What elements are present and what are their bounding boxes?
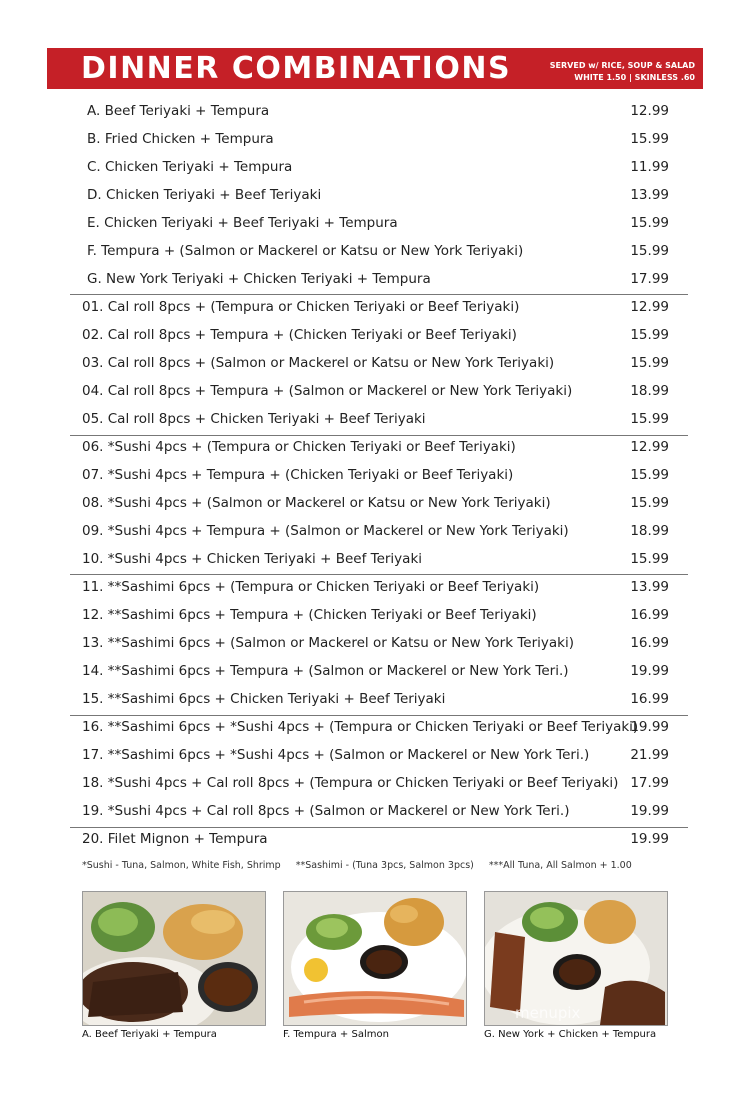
menu-item: [75, 154, 693, 182]
menu-item: [75, 126, 693, 154]
item-price: 15.99: [630, 243, 669, 259]
item-name: F. Tempura + (Salmon or Mackerel or Katsu or New York Teriyaki): [87, 243, 524, 259]
item-name: 18. *Sushi 4pcs + Cal roll 8pcs + (Tempura or Chicken Teriyaki or Beef Teriyaki): [82, 775, 619, 791]
item-name: A. Beef Teriyaki + Tempura: [87, 103, 270, 119]
item-name: 06. *Sushi 4pcs + (Tempura or Chicken Teriyaki or Beef Teriyaki): [82, 439, 516, 455]
item-name: 05. Cal roll 8pcs + Chicken Teriyaki + Beef Teriyaki: [82, 411, 426, 427]
menu-item: [75, 98, 693, 126]
menu-item: [70, 826, 688, 854]
item-price: 19.99: [630, 663, 669, 679]
item-price: 16.99: [630, 607, 669, 623]
item-price: 17.99: [630, 775, 669, 791]
watermark-text: menupix: [515, 1004, 581, 1022]
item-name: 10. *Sushi 4pcs + Chicken Teriyaki + Beef Teriyaki: [82, 551, 423, 567]
menu-item: [70, 686, 688, 714]
item-name: 09. *Sushi 4pcs + Tempura + (Salmon or Mackerel or New York Teriyaki): [82, 523, 569, 539]
item-name: 01. Cal roll 8pcs + (Tempura or Chicken Teriyaki or Beef Teriyaki): [82, 299, 520, 315]
item-name: C. Chicken Teriyaki + Tempura: [87, 159, 293, 175]
menu-item: [70, 742, 688, 770]
item-price: 19.99: [630, 831, 669, 847]
item-price: 12.99: [630, 103, 669, 119]
item-price: 15.99: [630, 327, 669, 343]
menu-item: [70, 602, 688, 630]
menu-item: [70, 770, 688, 798]
item-name: 04. Cal roll 8pcs + Tempura + (Salmon or Mackerel or New York Teriyaki): [82, 383, 573, 399]
menu-item: [70, 630, 688, 658]
served-line-1: SERVED w/ RICE, SOUP & SALAD: [549, 61, 695, 70]
photo-caption: A. Beef Teriyaki + Tempura: [82, 1029, 217, 1040]
item-name: G. New York Teriyaki + Chicken Teriyaki + Tempura: [87, 271, 431, 287]
item-price: 15.99: [630, 215, 669, 231]
page-title: DINNER COMBINATIONS: [81, 51, 512, 86]
item-price: 18.99: [630, 383, 669, 399]
photo-caption: F. Tempura + Salmon: [283, 1029, 389, 1040]
menu-item: [70, 490, 688, 518]
item-price: 15.99: [630, 467, 669, 483]
food-photo-illustration: [284, 892, 466, 1025]
menu-item: [70, 378, 688, 406]
menu-item: [70, 350, 688, 378]
menu-item: [70, 546, 688, 574]
photo-beef-teriyaki: [82, 891, 266, 1026]
menu-item: [75, 238, 693, 266]
item-price: 15.99: [630, 131, 669, 147]
item-price: 13.99: [630, 187, 669, 203]
item-price: 17.99: [630, 271, 669, 287]
item-price: 13.99: [630, 579, 669, 595]
menu-item: [70, 294, 688, 322]
photo-tempura-salmon: [283, 891, 467, 1026]
item-price: 21.99: [630, 747, 669, 763]
item-name: 02. Cal roll 8pcs + Tempura + (Chicken Teriyaki or Beef Teriyaki): [82, 327, 517, 343]
menu-header: [47, 48, 703, 89]
photo-caption: G. New York + Chicken + Tempura: [484, 1029, 657, 1040]
item-name: 20. Filet Mignon + Tempura: [82, 831, 268, 847]
item-price: 11.99: [630, 159, 669, 175]
menu-item: [70, 658, 688, 686]
item-price: 16.99: [630, 691, 669, 707]
item-name: 11. **Sashimi 6pcs + (Tempura or Chicken Teriyaki or Beef Teriyaki): [82, 579, 540, 595]
menu-item: [70, 406, 688, 434]
item-name: B. Fried Chicken + Tempura: [87, 131, 274, 147]
footnotes: [82, 860, 644, 871]
item-name: E. Chicken Teriyaki + Beef Teriyaki + Tempura: [87, 215, 398, 231]
item-price: 15.99: [630, 551, 669, 567]
menu-item: [75, 266, 693, 294]
served-line-2: WHITE 1.50 | SKINLESS .60: [574, 73, 695, 82]
item-price: 15.99: [630, 355, 669, 371]
item-name: 13. **Sashimi 6pcs + (Salmon or Mackerel or Katsu or New York Teriyaki): [82, 635, 574, 651]
served-note: [550, 60, 695, 84]
footnote-sashimi: **Sashimi - (Tuna 3pcs, Salmon 3pcs): [295, 860, 474, 871]
item-price: 12.99: [630, 299, 669, 315]
menu-item: [70, 322, 688, 350]
item-name: 14. **Sashimi 6pcs + Tempura + (Salmon or Mackerel or New York Teri.): [82, 663, 569, 679]
item-name: 03. Cal roll 8pcs + (Salmon or Mackerel or Katsu or New York Teriyaki): [82, 355, 555, 371]
food-photo-illustration: [485, 892, 667, 1025]
menu-item: [70, 798, 688, 826]
item-price: 12.99: [630, 439, 669, 455]
footnote-all: ***All Tuna, All Salmon + 1.00: [488, 860, 632, 871]
menu-item: [70, 434, 688, 462]
item-price: 18.99: [630, 523, 669, 539]
menu-item: [75, 210, 693, 238]
item-name: 19. *Sushi 4pcs + Cal roll 8pcs + (Salmon or Mackerel or New York Teri.): [82, 803, 570, 819]
menu-item: [70, 574, 688, 602]
item-name: 12. **Sashimi 6pcs + Tempura + (Chicken Teriyaki or Beef Teriyaki): [82, 607, 537, 623]
photo-newyork-chicken: [484, 891, 668, 1026]
menu-item: [75, 182, 693, 210]
item-price: 19.99: [630, 803, 669, 819]
item-price: 15.99: [630, 495, 669, 511]
item-price: 16.99: [630, 635, 669, 651]
item-price: 19.99: [630, 719, 669, 735]
footnote-sushi: *Sushi - Tuna, Salmon, White Fish, Shrimp: [82, 860, 281, 871]
menu-item: [70, 518, 688, 546]
item-name: 07. *Sushi 4pcs + Tempura + (Chicken Teriyaki or Beef Teriyaki): [82, 467, 514, 483]
menu-item: [70, 714, 688, 742]
item-name: 16. **Sashimi 6pcs + *Sushi 4pcs + (Tempura or Chicken Teriyaki or Beef Teriyaki): [82, 719, 639, 735]
item-name: D. Chicken Teriyaki + Beef Teriyaki: [87, 187, 322, 203]
item-price: 15.99: [630, 411, 669, 427]
food-photo-illustration: [83, 892, 265, 1025]
item-name: 17. **Sashimi 6pcs + *Sushi 4pcs + (Salmon or Mackerel or New York Teri.): [82, 747, 590, 763]
menu-item: [70, 462, 688, 490]
item-name: 08. *Sushi 4pcs + (Salmon or Mackerel or Katsu or New York Teriyaki): [82, 495, 551, 511]
item-name: 15. **Sashimi 6pcs + Chicken Teriyaki + Beef Teriyaki: [82, 691, 446, 707]
